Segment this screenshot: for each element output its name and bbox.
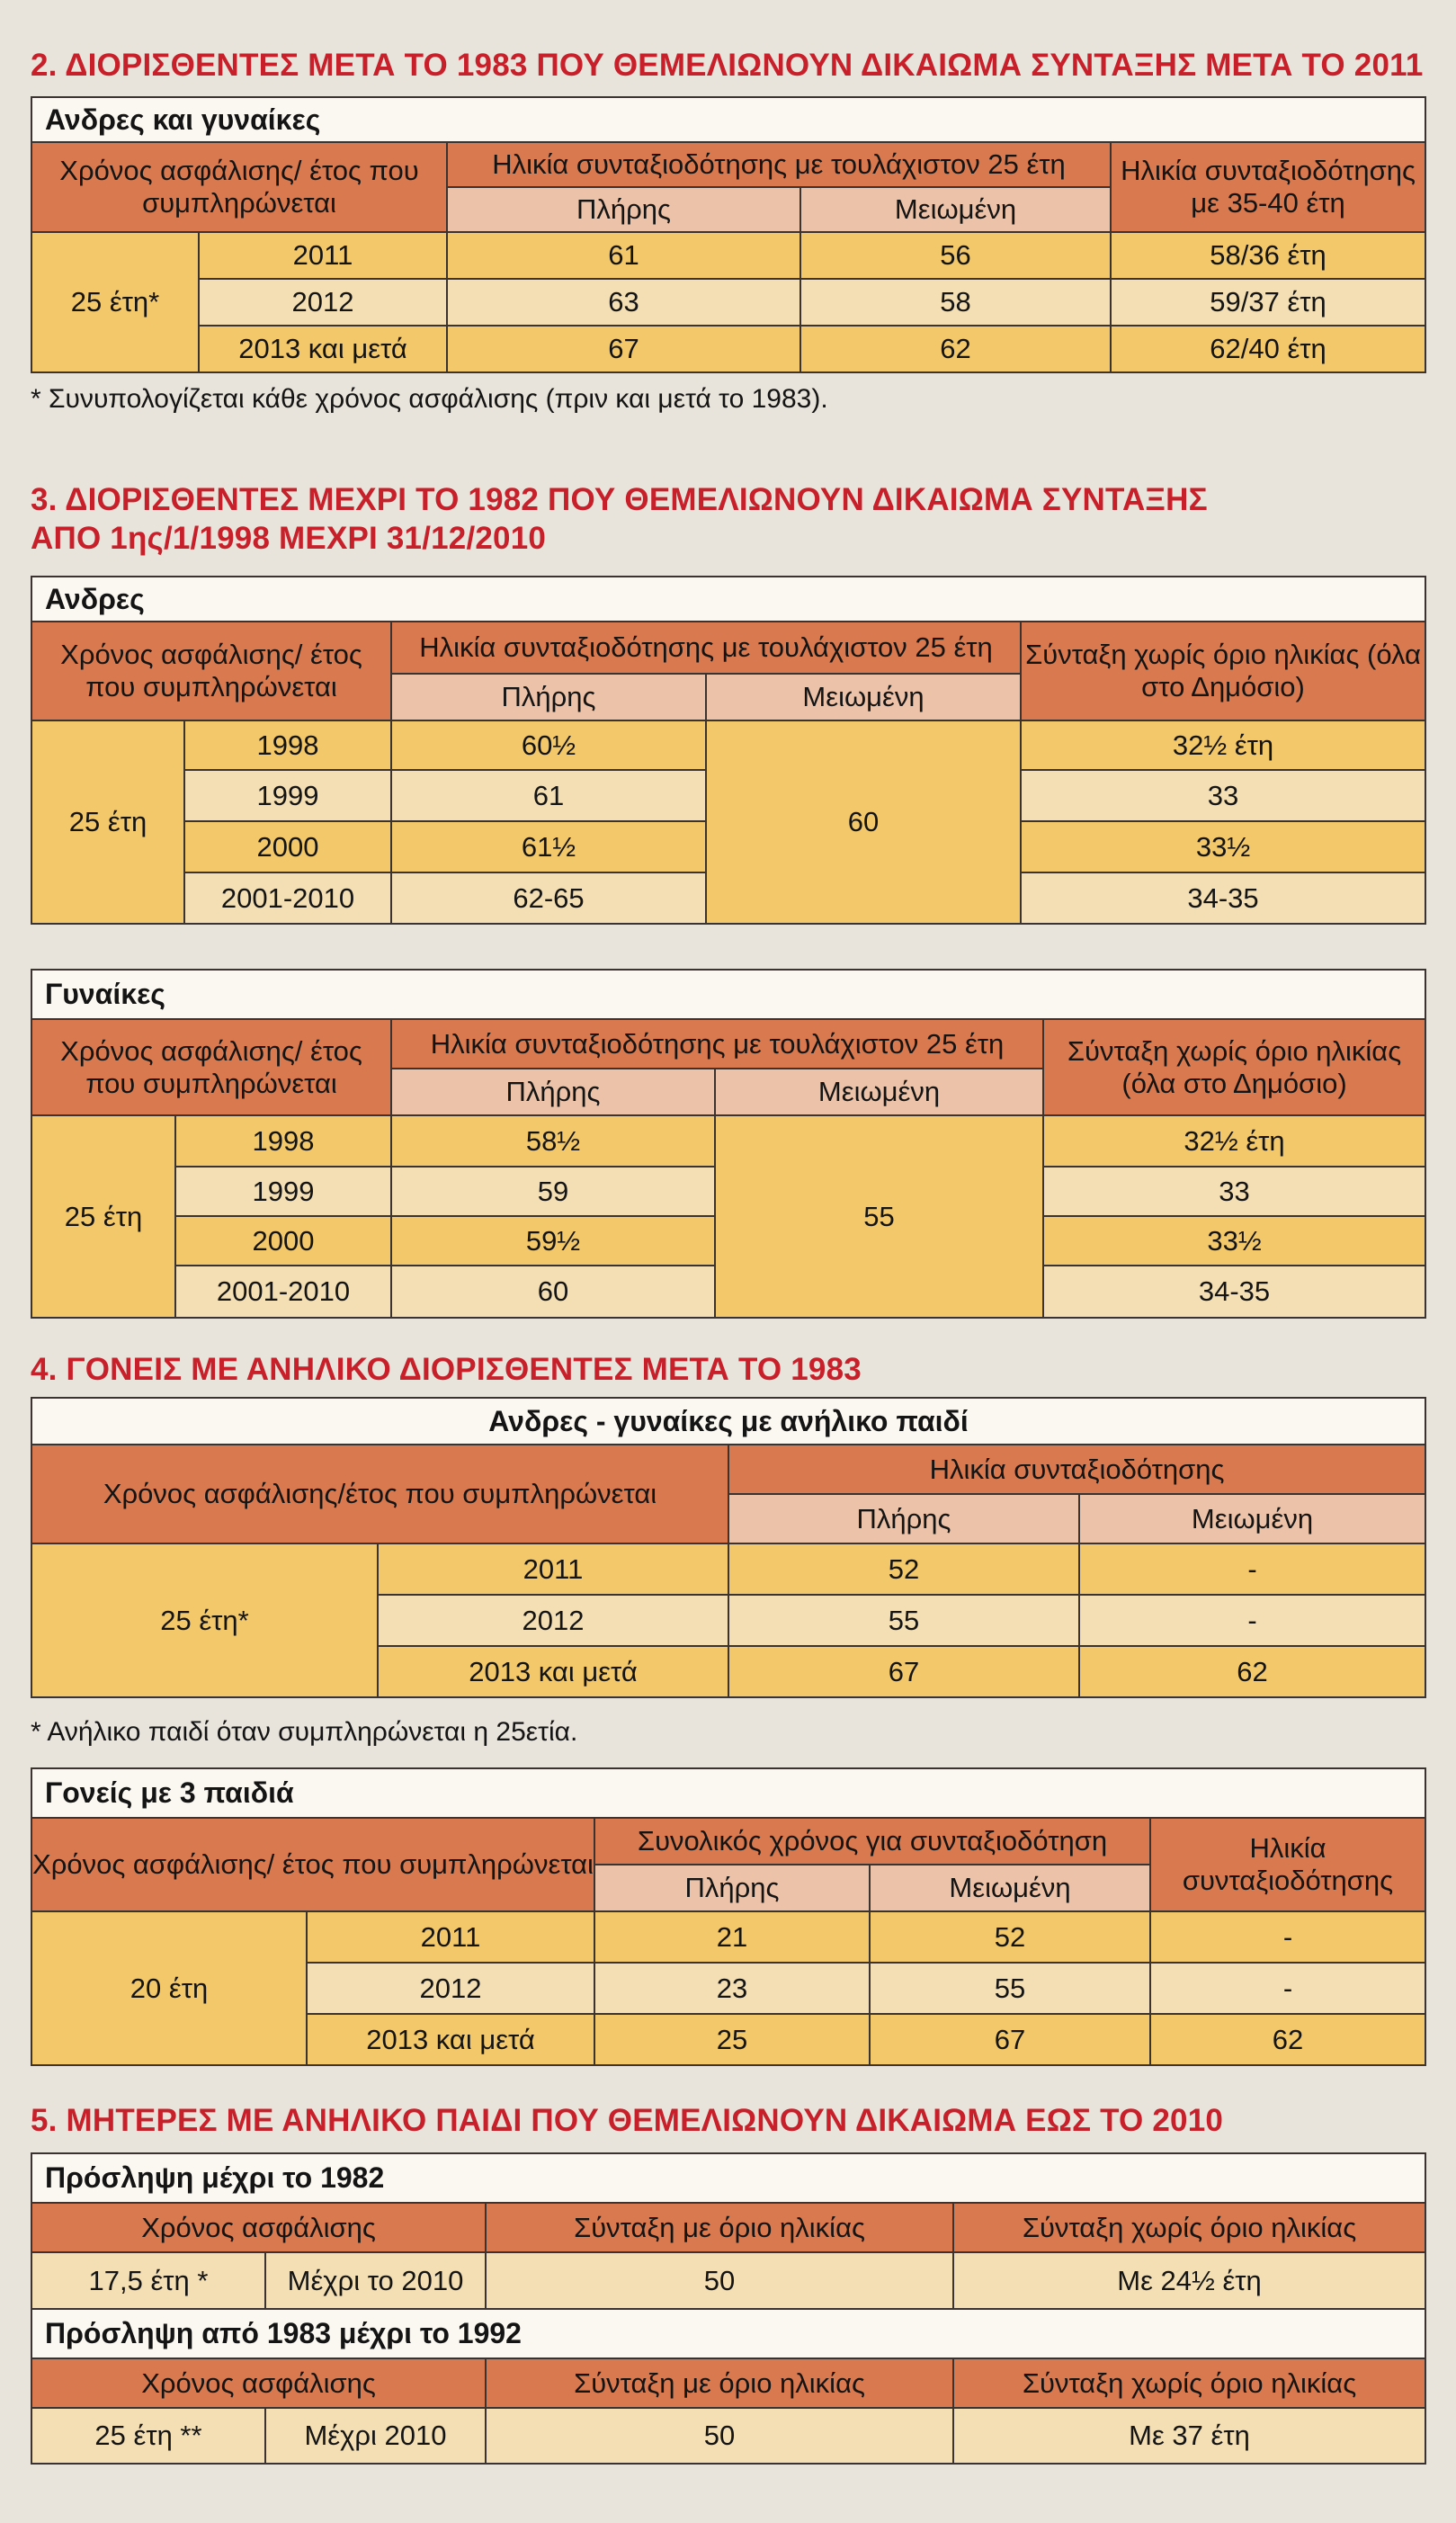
block-caption: Πρόσληψη από 1983 μέχρι το 1992: [31, 2309, 1425, 2358]
column-header-insurance: Χρόνος ασφάλισης: [31, 2358, 486, 2408]
year-cell: 2013 και μετά: [307, 2014, 594, 2065]
last-cell: 62/40 έτη: [1111, 326, 1425, 372]
year-cell: 2012: [307, 1963, 594, 2014]
full-cell: 61: [447, 232, 800, 279]
column-header-retirement-age: Ηλικία συνταξιοδότησης με τουλάχιστον 25 έτη: [391, 622, 1021, 674]
column-header-full: Πλήρης: [391, 1069, 715, 1115]
full-cell: 60: [391, 1266, 715, 1318]
reduced-cell: -: [1079, 1595, 1425, 1646]
column-header-full: Πλήρης: [594, 1865, 870, 1911]
full-cell: 25: [594, 2014, 870, 2065]
full-cell: 59½: [391, 1216, 715, 1266]
column-header-insurance: Χρόνος ασφάλισης: [31, 2203, 486, 2252]
full-cell: 60½: [391, 720, 706, 770]
full-cell: 67: [728, 1646, 1079, 1697]
year-cell: 2011: [307, 1911, 594, 1963]
section-3-men-table: [31, 576, 1426, 925]
reduced-cell: 55: [715, 1115, 1043, 1318]
reduced-cell: 67: [870, 2014, 1150, 2065]
full-cell: 61: [391, 770, 706, 821]
insurance-cell: 25 έτη **: [31, 2408, 265, 2464]
group-cell: 20 έτη: [31, 1911, 307, 2065]
column-header-insurance: Χρόνος ασφάλισης/ έτος που συμπληρώνεται: [31, 1019, 391, 1115]
section-4-table-minor-child: [31, 1397, 1426, 1698]
full-cell: 58½: [391, 1115, 715, 1167]
column-header-without-age-limit: Σύνταξη χωρίς όριο ηλικίας: [953, 2203, 1425, 2252]
until-cell: Μέχρι 2010: [265, 2408, 486, 2464]
last-cell: 32½ έτη: [1021, 720, 1425, 770]
last-cell: 32½ έτη: [1043, 1115, 1425, 1167]
table-caption: Ανδρες - γυναίκες με ανήλικο παιδί: [31, 1398, 1425, 1445]
full-cell: 61½: [391, 821, 706, 872]
group-cell: 25 έτη*: [31, 1543, 378, 1697]
reduced-cell: 52: [870, 1911, 1150, 1963]
reduced-cell: 62: [1079, 1646, 1425, 1697]
column-header-retirement-age: Ηλικία συνταξιοδότησης με τουλάχιστον 25 έτη: [391, 1019, 1043, 1069]
last-cell: 34-35: [1043, 1266, 1425, 1318]
column-header-retirement-age: Ηλικία συνταξιοδότησης με τουλάχιστον 25 έτη: [447, 142, 1111, 187]
year-cell: 2001-2010: [184, 872, 391, 924]
full-cell: 55: [728, 1595, 1079, 1646]
column-header-with-age-limit: Σύνταξη με όριο ηλικίας: [486, 2358, 953, 2408]
last-cell: 62: [1150, 2014, 1425, 2065]
table-caption: Γονείς με 3 παιδιά: [31, 1768, 1425, 1818]
with-limit-cell: 50: [486, 2252, 953, 2309]
column-header-full: Πλήρης: [447, 187, 800, 232]
block-caption: Πρόσληψη μέχρι το 1982: [31, 2153, 1425, 2203]
until-cell: Μέχρι το 2010: [265, 2252, 486, 2309]
full-cell: 21: [594, 1911, 870, 1963]
reduced-cell: 62: [800, 326, 1111, 372]
reduced-cell: 55: [870, 1963, 1150, 2014]
year-cell: 2013 και μετά: [378, 1646, 728, 1697]
table-caption: Γυναίκες: [31, 970, 1425, 1019]
column-header-total-time: Συνολικός χρόνος για συνταξιοδότηση: [594, 1818, 1150, 1865]
section-3-title: 3. ΔΙΟΡΙΣΘΕΝΤΕΣ ΜΕΧΡΙ ΤΟ 1982 ΠΟΥ ΘΕΜΕΛΙΩΝΟΥΝ ΔΙΚΑΙΩΜΑ ΣΥΝΤΑΞΗΣ: [31, 482, 1208, 517]
year-cell: 2011: [378, 1543, 728, 1595]
reduced-cell: 60: [706, 720, 1021, 924]
section-3-women-table: [31, 969, 1426, 1319]
last-cell: 59/37 έτη: [1111, 279, 1425, 326]
last-cell: 33½: [1021, 821, 1425, 872]
year-cell: 2001-2010: [175, 1266, 391, 1318]
group-cell: 25 έτη*: [31, 232, 199, 372]
section-4-table-three-children: [31, 1767, 1426, 2066]
full-cell: 62-65: [391, 872, 706, 924]
last-cell: 58/36 έτη: [1111, 232, 1425, 279]
column-header-insurance: Χρόνος ασφάλισης/ έτος που συμπληρώνεται: [31, 622, 391, 720]
year-cell: 2013 και μετά: [199, 326, 447, 372]
column-header-no-age-limit: Σύνταξη χωρίς όριο ηλικίας (όλα στο Δημόσιο): [1021, 622, 1425, 720]
year-cell: 2012: [199, 279, 447, 326]
full-cell: 52: [728, 1543, 1079, 1595]
section-2-table: [31, 96, 1426, 373]
without-limit-cell: Με 24½ έτη: [953, 2252, 1425, 2309]
last-cell: 33: [1043, 1167, 1425, 1216]
insurance-cell: 17,5 έτη *: [31, 2252, 265, 2309]
full-cell: 23: [594, 1963, 870, 2014]
column-header-full: Πλήρης: [728, 1494, 1079, 1543]
last-cell: 33½: [1043, 1216, 1425, 1266]
full-cell: 67: [447, 326, 800, 372]
column-header-35-40: Ηλικία συνταξιοδότησης με 35-40 έτη: [1111, 142, 1425, 232]
year-cell: 2011: [199, 232, 447, 279]
section-4-title: 4. ΓΟΝΕΙΣ ΜΕ ΑΝΗΛΙΚΟ ΔΙΟΡΙΣΘΕΝΤΕΣ ΜΕΤΑ ΤΟ 1983: [31, 1352, 862, 1387]
section-5-table: [31, 2152, 1426, 2465]
with-limit-cell: 50: [486, 2408, 953, 2464]
reduced-cell: -: [1079, 1543, 1425, 1595]
column-header-insurance: Χρόνος ασφάλισης/έτος που συμπληρώνεται: [31, 1445, 728, 1543]
section-2-footnote: * Συνυπολογίζεται κάθε χρόνος ασφάλισης (πριν και μετά το 1983).: [31, 384, 828, 414]
year-cell: 1999: [175, 1167, 391, 1216]
column-header-insurance: Χρόνος ασφάλισης/ έτος που συμπληρώνεται: [31, 142, 447, 232]
column-header-retirement-age: Ηλικία συνταξιοδότησης: [1150, 1818, 1425, 1911]
full-cell: 63: [447, 279, 800, 326]
full-cell: 59: [391, 1167, 715, 1216]
column-header-full: Πλήρης: [391, 674, 706, 720]
without-limit-cell: Με 37 έτη: [953, 2408, 1425, 2464]
table-caption: Ανδρες: [31, 577, 1425, 622]
column-header-retirement-age: Ηλικία συνταξιοδότησης: [728, 1445, 1425, 1494]
last-cell: 34-35: [1021, 872, 1425, 924]
year-cell: 2000: [175, 1216, 391, 1266]
column-header-with-age-limit: Σύνταξη με όριο ηλικίας: [486, 2203, 953, 2252]
column-header-reduced: Μειωμένη: [870, 1865, 1150, 1911]
column-header-reduced: Μειωμένη: [1079, 1494, 1425, 1543]
section-2-title: 2. ΔΙΟΡΙΣΘΕΝΤΕΣ ΜΕΤΑ ΤΟ 1983 ΠΟΥ ΘΕΜΕΛΙΩΝΟΥΝ ΔΙΚΑΙΩΜΑ ΣΥΝΤΑΞΗΣ ΜΕΤΑ ΤΟ 2011: [31, 48, 1424, 83]
section-3-title-line2: ΑΠΟ 1ης/1/1998 ΜΕΧΡΙ 31/12/2010: [31, 521, 547, 556]
column-header-insurance: Χρόνος ασφάλισης/ έτος που συμπληρώνεται: [31, 1818, 594, 1911]
group-cell: 25 έτη: [31, 720, 184, 924]
table-caption: Ανδρες και γυναίκες: [31, 97, 1425, 142]
year-cell: 2000: [184, 821, 391, 872]
column-header-reduced: Μειωμένη: [715, 1069, 1043, 1115]
section-4-footnote: * Ανήλικο παιδί όταν συμπληρώνεται η 25ετία.: [31, 1717, 578, 1747]
year-cell: 1998: [175, 1115, 391, 1167]
last-cell: 33: [1021, 770, 1425, 821]
group-cell: 25 έτη: [31, 1115, 175, 1318]
column-header-without-age-limit: Σύνταξη χωρίς όριο ηλικίας: [953, 2358, 1425, 2408]
column-header-no-age-limit: Σύνταξη χωρίς όριο ηλικίας (όλα στο Δημόσιο): [1043, 1019, 1425, 1115]
year-cell: 1999: [184, 770, 391, 821]
last-cell: -: [1150, 1911, 1425, 1963]
year-cell: 2012: [378, 1595, 728, 1646]
section-5-title: 5. ΜΗΤΕΡΕΣ ΜΕ ΑΝΗΛΙΚΟ ΠΑΙΔΙ ΠΟΥ ΘΕΜΕΛΙΩΝΟΥΝ ΔΙΚΑΙΩΜΑ ΕΩΣ ΤΟ 2010: [31, 2103, 1224, 2138]
year-cell: 1998: [184, 720, 391, 770]
column-header-reduced: Μειωμένη: [706, 674, 1021, 720]
last-cell: -: [1150, 1963, 1425, 2014]
column-header-reduced: Μειωμένη: [800, 187, 1111, 232]
reduced-cell: 58: [800, 279, 1111, 326]
reduced-cell: 56: [800, 232, 1111, 279]
